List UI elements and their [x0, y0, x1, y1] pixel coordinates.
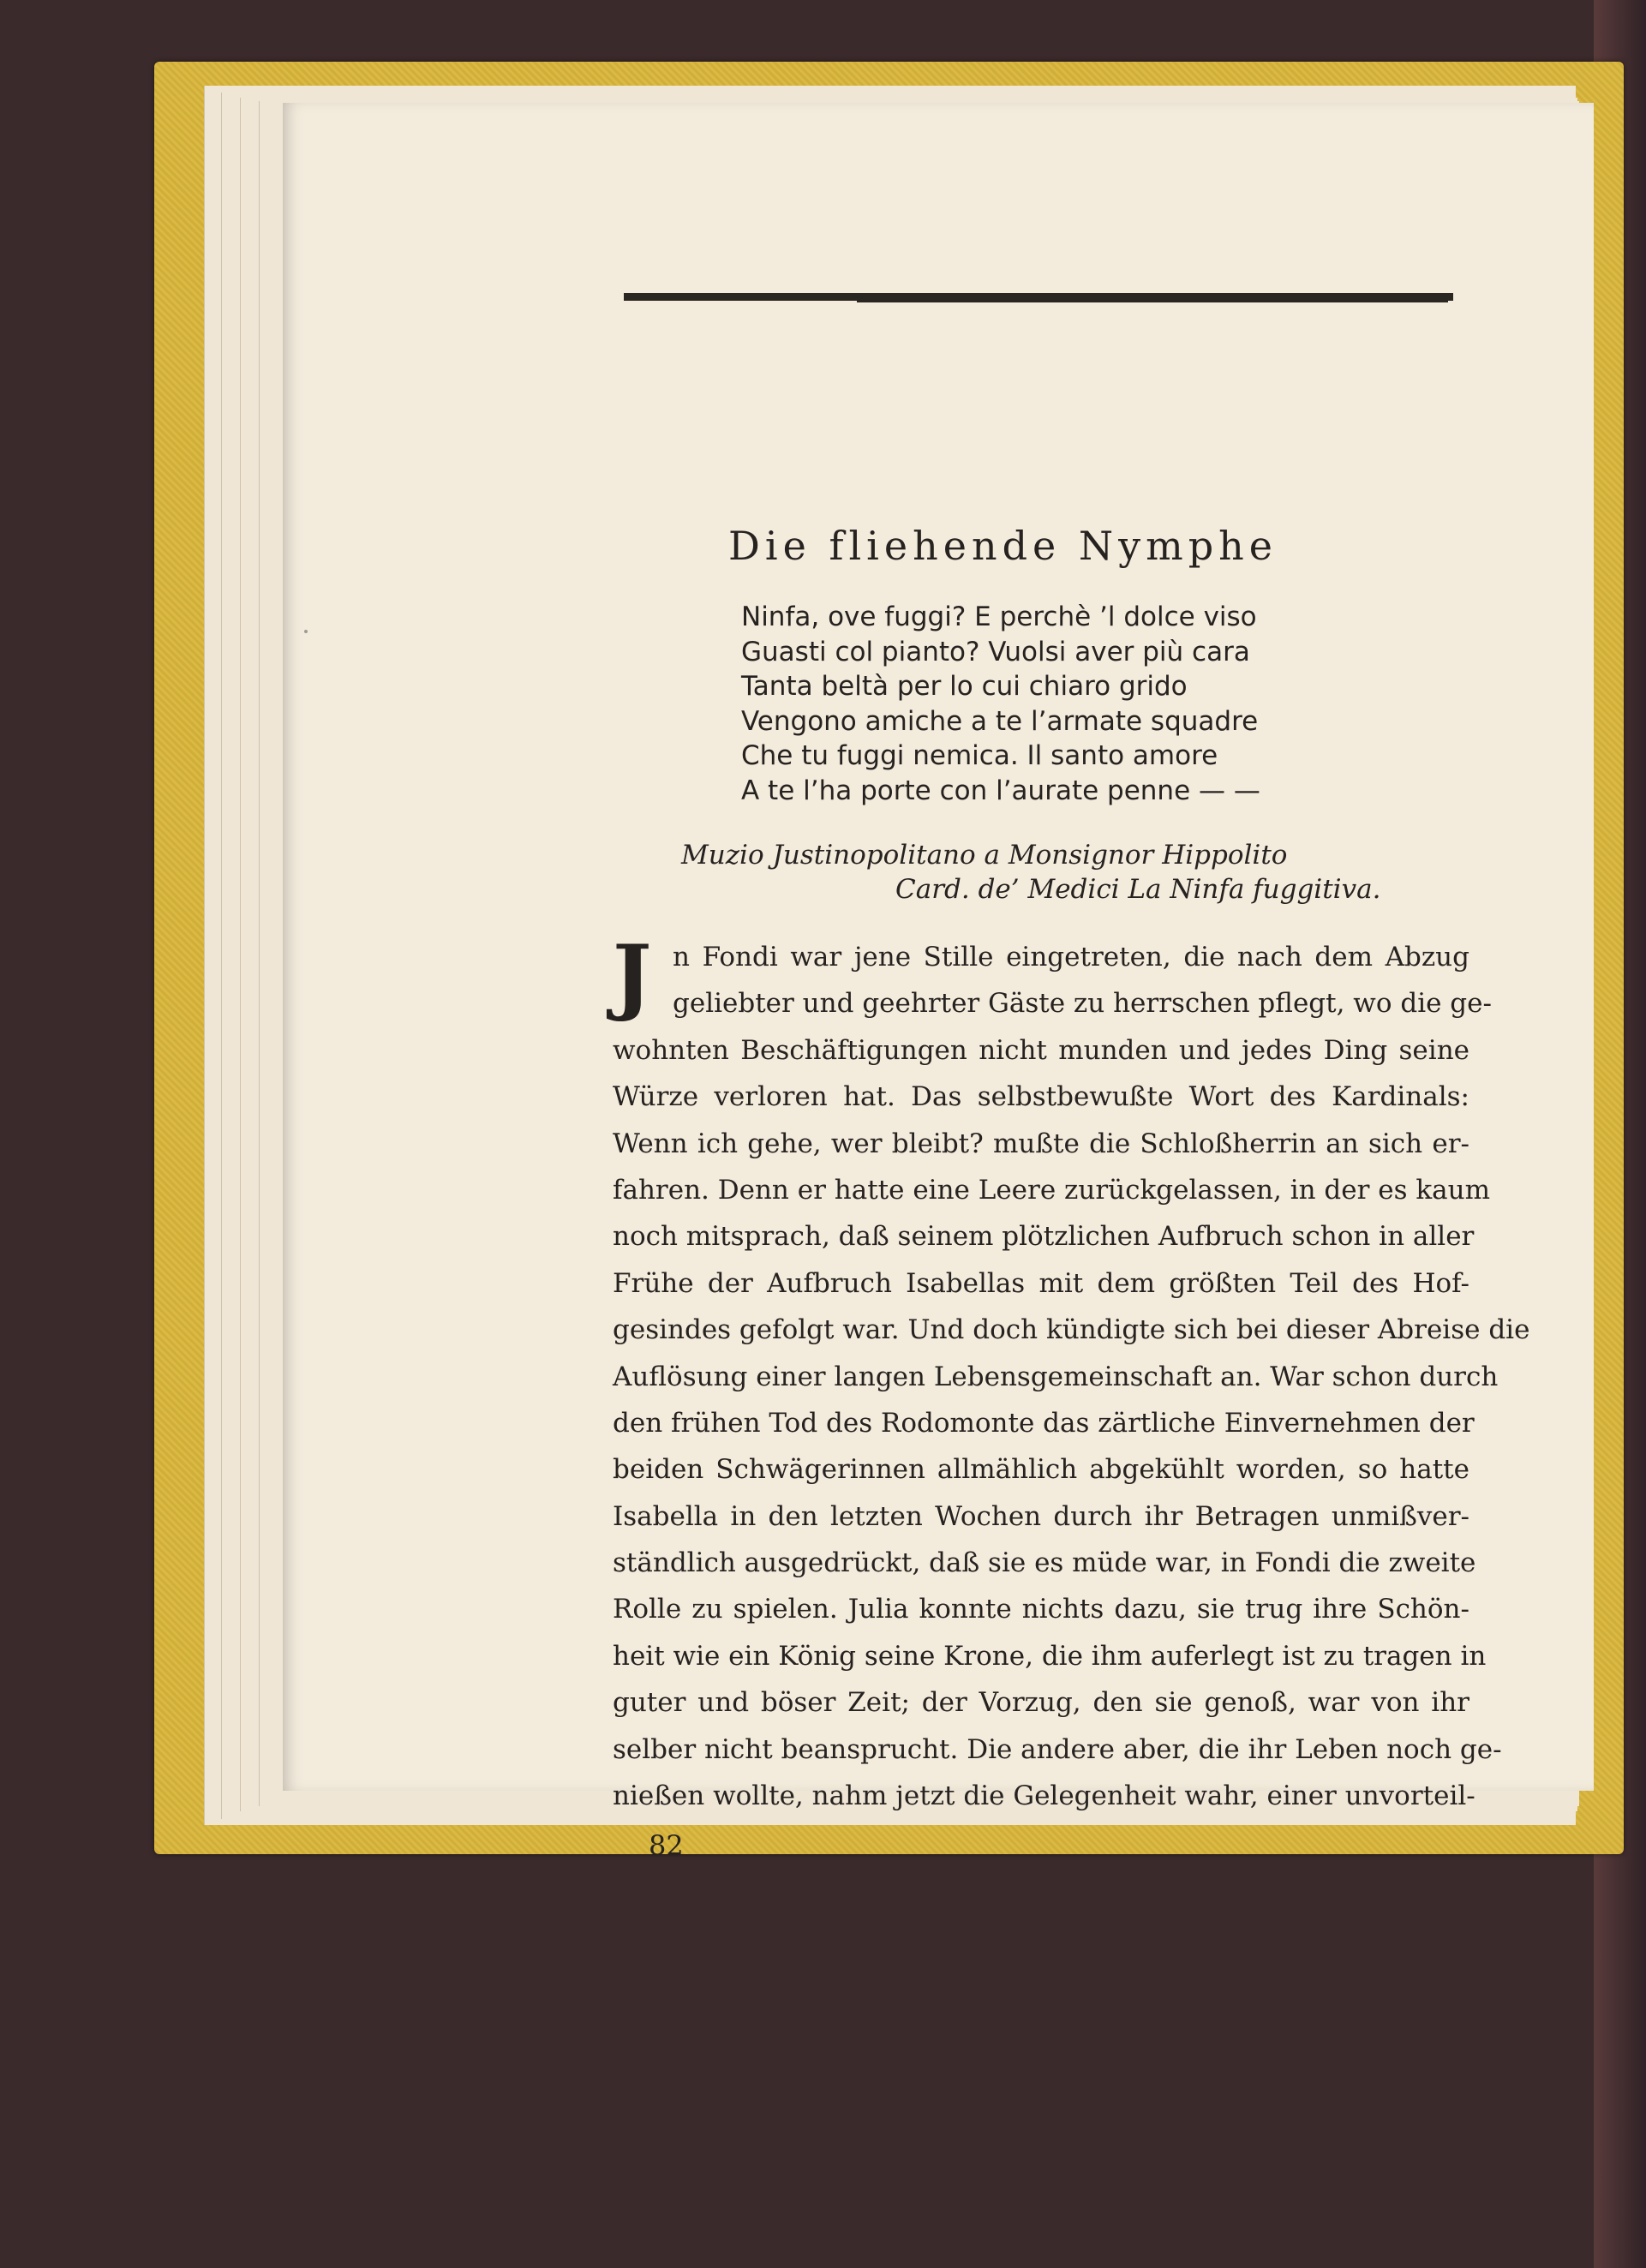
body-line: Rolle zu spielen. Julia konnte nichts dazu, sie trug ihre Schön- — [613, 1594, 1469, 1625]
body-line: guter und böser Zeit; der Vorzug, den sie genoß, war von ihr — [613, 1687, 1469, 1719]
page-number: 82 — [649, 1829, 684, 1862]
body-line: Auflösung einer langen Lebensgemeinschaft an. War schon durch — [613, 1361, 1499, 1392]
body-line: gesindes gefolgt war. Und doch kündigte sich bei dieser Abreise die — [613, 1314, 1530, 1346]
paper-speck — [304, 630, 308, 633]
epigraph-line: Vengono amiche a te l’armate squadre — [741, 705, 1259, 737]
epigraph-line: Ninfa, ove fuggi? E perchè ’l dolce viso — [741, 601, 1257, 632]
body-line: wohnten Beschäftigungen nicht munden und jedes Ding seine — [613, 1034, 1469, 1066]
body-line: den frühen Tod des Rodomonte das zärtliche Einvernehmen der — [613, 1407, 1475, 1439]
body-line: beiden Schwägerinnen allmählich abgekühlt worden, so hatte — [613, 1454, 1469, 1486]
drop-cap: J — [613, 927, 652, 1024]
body-line: n Fondi war jene Stille eingetreten, die nach dem Abzug — [673, 942, 1469, 972]
chapter-title: Die fliehende Nymphe — [728, 523, 1278, 569]
body-line: selber nicht beansprucht. Die andere aber, die ihr Leben noch ge- — [613, 1733, 1502, 1765]
body-line: nießen wollte, nahm jetzt die Gelegenheit wahr, einer unvorteil- — [613, 1780, 1475, 1812]
epigraph-attribution: Muzio Justinopolitano a Monsignor Hippolito — [681, 840, 1288, 871]
epigraph-line: Che tu fuggi nemica. Il santo amore — [741, 740, 1218, 771]
body-line: heit wie ein König seine Krone, die ihm auferlegt ist zu tragen in — [613, 1640, 1487, 1672]
show-through-rule-thin — [857, 301, 1448, 302]
epigraph-line: A te l’ha porte con l’aurate penne — — — [741, 775, 1260, 806]
epigraph-attribution: Card. de’ Medici La Ninfa fuggitiva. — [895, 874, 1381, 905]
body-line: geliebter und geehrter Gäste zu herrschen pflegt, wo die ge- — [673, 988, 1492, 1020]
body-line: Wenn ich gehe, wer bleibt? mußte die Schloßherrin an sich er- — [613, 1128, 1469, 1159]
body-line: fahren. Denn er hatte eine Leere zurückgelassen, in der es kaum — [613, 1174, 1491, 1206]
show-through-rule — [624, 293, 1453, 301]
body-text — [613, 927, 1530, 1819]
body-line: ständlich ausgedrückt, daß sie es müde war, in Fondi die zweite — [613, 1547, 1476, 1579]
epigraph-line: Tanta beltà per lo cui chiaro grido — [741, 671, 1188, 702]
epigraph — [741, 600, 1341, 808]
body-line: Frühe der Aufbruch Isabellas mit dem größten Teil des Hof- — [613, 1267, 1469, 1299]
body-line: noch mitsprach, daß seinem plötzlichen Aufbruch schon in aller — [613, 1221, 1475, 1253]
body-line: Isabella in den letzten Wochen durch ihr Betragen unmißver- — [613, 1500, 1469, 1532]
epigraph-line: Guasti col pianto? Vuolsi aver più cara — [741, 636, 1250, 667]
body-line: Würze verloren hat. Das selbstbewußte Wort des Kardinals: — [613, 1081, 1469, 1113]
